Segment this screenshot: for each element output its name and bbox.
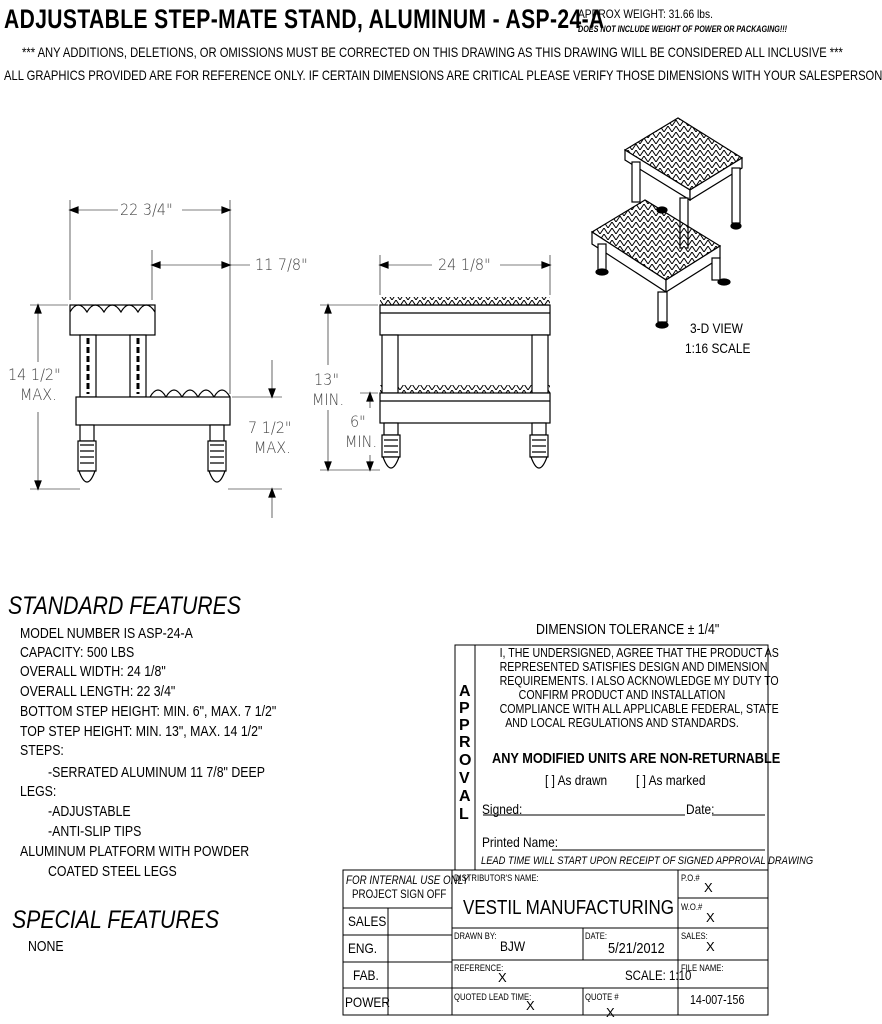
- weight-note: DOES NOT INCLUDE WEIGHT OF POWER OR PACKAGING!!!: [578, 24, 788, 34]
- approval-statement-line: REQUIREMENTS. I ALSO ACKNOWLEDGE MY DUTY TO: [499, 674, 779, 688]
- view-3d-scale: 1:16 SCALE: [685, 340, 751, 356]
- approx-weight: APPROX WEIGHT: 31.66 lbs.: [578, 7, 713, 21]
- approval-letter: A: [459, 788, 471, 805]
- feature-item: TOP STEP HEIGHT: MIN. 13", MAX. 14 1/2": [20, 724, 263, 740]
- dim-bottom-max-value: 7 1/2": [248, 418, 292, 437]
- approval-statement-line: I, THE UNDERSIGNED, AGREE THAT THE PRODUCT AS: [499, 646, 779, 660]
- dim-step-depth: 11 7/8": [255, 255, 308, 274]
- file-name-label: FILE NAME:: [681, 963, 724, 973]
- dim-max-height-qual: MAX.: [20, 385, 57, 404]
- approval-letter: V: [459, 770, 470, 787]
- wo-value: X: [706, 910, 715, 925]
- signoff-row-power: POWER: [345, 994, 390, 1010]
- lead-time-label: QUOTED LEAD TIME:: [454, 992, 532, 1002]
- feature-item: OVERALL WIDTH: 24 1/8": [20, 664, 166, 680]
- project-signoff-header: PROJECT SIGN OFF: [352, 889, 447, 901]
- reference-notice: ALL GRAPHICS PROVIDED ARE FOR REFERENCE ONLY. IF CERTAIN DIMENSIONS ARE CRITICAL PLEASE VERIFY THOSE DIMENSIONS WITH YOUR SALESPERSON: [4, 67, 882, 83]
- feature-item: ALUMINUM PLATFORM WITH POWDER: [20, 844, 250, 860]
- view-3d-label: 3-D VIEW: [690, 320, 743, 336]
- feature-item: CAPACITY: 500 LBS: [20, 645, 135, 661]
- feature-item: -SERRATED ALUMINUM 11 7/8" DEEP: [48, 765, 265, 781]
- feature-item: -ANTI-SLIP TIPS: [48, 824, 142, 840]
- internal-use-header: FOR INTERNAL USE ONLY: [346, 875, 469, 887]
- feature-item: LEGS:: [20, 784, 57, 800]
- signoff-row-eng: ENG.: [348, 940, 378, 956]
- approval-letter: P: [459, 700, 470, 717]
- approval-letter: L: [459, 806, 469, 823]
- po-value: X: [704, 880, 713, 895]
- file-name-value: 14-007-156: [690, 993, 745, 1007]
- sales-label: SALES:: [681, 931, 708, 941]
- feature-item: COATED STEEL LEGS: [48, 864, 177, 880]
- feature-item: BOTTOM STEP HEIGHT: MIN. 6", MAX. 7 1/2": [20, 704, 277, 720]
- quote-value: X: [606, 1005, 615, 1020]
- feature-item: OVERALL LENGTH: 22 3/4": [20, 684, 176, 700]
- dim-top-min-qual: MIN.: [312, 390, 345, 409]
- approval-letter: R: [459, 734, 471, 751]
- approval-statement-line: COMPLIANCE WITH ALL APPLICABLE FEDERAL, STATE: [499, 702, 779, 716]
- dim-max-height-value: 14 1/2": [8, 365, 61, 384]
- reference-value: X: [498, 970, 507, 985]
- special-features-heading: SPECIAL FEATURES: [12, 906, 220, 934]
- feature-item: STEPS:: [20, 743, 64, 759]
- standard-features-heading: STANDARD FEATURES: [8, 592, 241, 620]
- wo-label: W.O.#: [681, 902, 703, 912]
- inclusive-notice: *** ANY ADDITIONS, DELETIONS, OR OMISSIONS MUST BE CORRECTED ON THIS DRAWING AS THIS DRAWING WILL BE CONSIDERED ALL INCLUSIVE ***: [22, 44, 843, 60]
- drawn-by-label: DRAWN BY:: [454, 931, 497, 941]
- printed-name-field[interactable]: Printed Name:: [482, 834, 559, 850]
- approval-letter: O: [459, 752, 472, 769]
- as-drawn-checkbox[interactable]: [ ] As drawn: [545, 772, 608, 788]
- non-returnable-notice: ANY MODIFIED UNITS ARE NON-RETURNABLE: [492, 750, 781, 767]
- approval-statement-line: REPRESENTED SATISFIES DESIGN AND DIMENSION: [499, 660, 768, 674]
- drawing-title: ADJUSTABLE STEP-MATE STAND, ALUMINUM - ASP-24-A: [4, 4, 605, 34]
- sales-value: X: [706, 939, 715, 954]
- feature-item: -ADJUSTABLE: [48, 804, 131, 820]
- dim-bottom-max-qual: MAX.: [254, 438, 291, 457]
- lead-time-note: LEAD TIME WILL START UPON RECEIPT OF SIGNED APPROVAL DRAWING: [481, 855, 814, 867]
- reference-label: REFERENCE:: [454, 963, 504, 973]
- dim-top-min-value: 13": [314, 370, 339, 389]
- po-label: P.O.#: [681, 873, 700, 883]
- scale-value: SCALE: 1:10: [625, 968, 692, 983]
- date-label: DATE:: [585, 931, 607, 941]
- dim-bottom-min-qual: MIN.: [345, 432, 378, 451]
- approval-letter: A: [459, 683, 471, 700]
- distributor-label: DISTRIBUTOR'S NAME:: [454, 873, 539, 883]
- signoff-row-sales: SALES: [348, 913, 387, 929]
- dimension-tolerance: DIMENSION TOLERANCE ± 1/4": [536, 622, 720, 638]
- signoff-row-fab: FAB.: [353, 967, 379, 983]
- side-view: [30, 200, 282, 518]
- quote-label: QUOTE #: [585, 992, 619, 1002]
- approval-statement-line: CONFIRM PRODUCT AND INSTALLATION: [518, 688, 726, 702]
- dim-bottom-min-value: 6": [350, 412, 366, 431]
- dim-front-width: 24 1/8": [438, 255, 491, 274]
- signed-field[interactable]: Signed:: [482, 801, 523, 817]
- lead-time-value: X: [526, 998, 535, 1013]
- approval-letter: P: [459, 717, 470, 734]
- dim-side-length: 22 3/4": [120, 200, 173, 219]
- date-value: 5/21/2012: [608, 940, 665, 957]
- drawn-by-value: BJW: [500, 938, 526, 954]
- approval-statement-line: AND LOCAL REGULATIONS AND STANDARDS.: [505, 716, 739, 730]
- feature-item: MODEL NUMBER IS ASP-24-A: [20, 626, 193, 642]
- as-marked-checkbox[interactable]: [ ] As marked: [636, 772, 706, 788]
- distributor-name: VESTIL MANUFACTURING: [463, 897, 674, 919]
- iso-view: [592, 118, 742, 328]
- special-features-value: NONE: [28, 939, 64, 955]
- date-field[interactable]: Date:: [686, 801, 715, 817]
